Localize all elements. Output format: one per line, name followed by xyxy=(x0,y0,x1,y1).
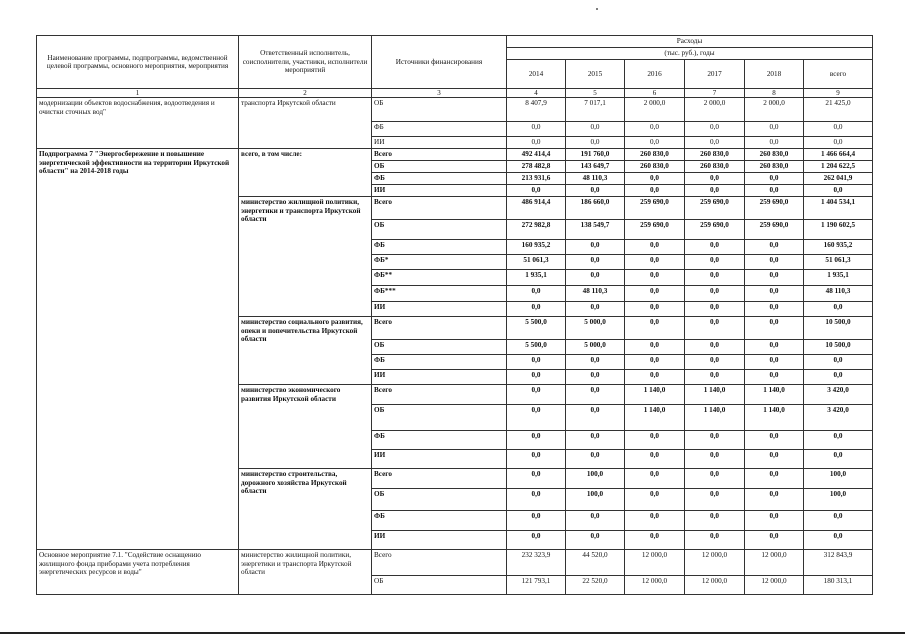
source-cell: ИИ xyxy=(372,137,507,149)
scan-speck xyxy=(596,8,598,10)
year-value-cell: 0,0 xyxy=(507,531,566,550)
source-cell: ИИ xyxy=(372,302,507,317)
year-value-cell: 100,0 xyxy=(566,469,625,489)
year-value-cell: 0,0 xyxy=(507,185,566,197)
year-value-cell: 0,0 xyxy=(507,302,566,317)
column-index-row xyxy=(37,89,873,98)
year-value-cell: 186 660,0 xyxy=(566,197,625,220)
year-value-cell: 0,0 xyxy=(507,450,566,469)
year-value-cell: 0,0 xyxy=(507,122,566,137)
year-value-cell: 0,0 xyxy=(685,531,745,550)
year-value-cell: 1 140,0 xyxy=(625,405,685,431)
total-value-cell: 21 425,0 xyxy=(804,98,873,122)
year-value-cell: 259 690,0 xyxy=(745,220,804,240)
column-index: 6 xyxy=(625,89,685,98)
total-value-cell: 100,0 xyxy=(804,489,873,511)
total-value-cell: 0,0 xyxy=(804,370,873,385)
year-value-cell: 0,0 xyxy=(625,270,685,286)
source-cell: ОБ xyxy=(372,220,507,240)
year-value-cell: 0,0 xyxy=(625,302,685,317)
year-value-cell: 260 830,0 xyxy=(745,161,804,173)
year-value-cell: 0,0 xyxy=(625,122,685,137)
year-value-cell: 0,0 xyxy=(685,270,745,286)
table-body xyxy=(37,98,873,595)
total-value-cell: 10 500,0 xyxy=(804,340,873,355)
source-cell: Всего xyxy=(372,469,507,489)
source-cell: ФБ*** xyxy=(372,286,507,302)
year-value-cell: 272 982,8 xyxy=(507,220,566,240)
year-value-cell: 12 000,0 xyxy=(745,576,804,595)
year-value-cell: 259 690,0 xyxy=(685,197,745,220)
year-value-cell: 12 000,0 xyxy=(625,550,685,576)
total-value-cell: 3 420,0 xyxy=(804,405,873,431)
year-value-cell: 0,0 xyxy=(507,469,566,489)
source-cell: Всего xyxy=(372,197,507,220)
year-value-cell: 260 830,0 xyxy=(685,149,745,161)
year-value-cell: 100,0 xyxy=(566,489,625,511)
source-cell: ИИ xyxy=(372,531,507,550)
year-value-cell: 278 482,8 xyxy=(507,161,566,173)
executor-cell: министерство социального развития, опеки и попечительства Иркутской области xyxy=(239,317,372,385)
year-value-cell: 1 140,0 xyxy=(745,405,804,431)
executor-cell: министерство строительства, дорожного хозяйства Иркутской области xyxy=(239,469,372,550)
source-cell: ФБ xyxy=(372,173,507,185)
year-value-cell: 0,0 xyxy=(745,137,804,149)
year-value-cell: 0,0 xyxy=(685,173,745,185)
header-year-total: всего xyxy=(804,60,873,89)
source-cell: Всего xyxy=(372,149,507,161)
year-value-cell: 0,0 xyxy=(745,450,804,469)
executor-cell: министерство жилищной политики, энергетики и транспорта Иркутской области xyxy=(239,550,372,595)
year-value-cell: 12 000,0 xyxy=(685,576,745,595)
year-value-cell: 0,0 xyxy=(625,355,685,370)
year-value-cell: 5 500,0 xyxy=(507,317,566,340)
year-value-cell: 44 520,0 xyxy=(566,550,625,576)
year-value-cell: 0,0 xyxy=(685,431,745,450)
year-value-cell: 0,0 xyxy=(745,240,804,255)
year-value-cell: 1 140,0 xyxy=(745,385,804,405)
year-value-cell: 0,0 xyxy=(566,270,625,286)
year-value-cell: 0,0 xyxy=(625,511,685,531)
year-value-cell: 0,0 xyxy=(566,531,625,550)
year-value-cell: 2 000,0 xyxy=(685,98,745,122)
year-value-cell: 260 830,0 xyxy=(625,149,685,161)
source-cell: ОБ xyxy=(372,98,507,122)
source-cell: ФБ xyxy=(372,122,507,137)
executor-cell: министерство жилищной политики, энергетики и транспорта Иркутской области xyxy=(239,197,372,317)
header-year: 2014 xyxy=(507,60,566,89)
year-value-cell: 0,0 xyxy=(745,302,804,317)
header-units: (тыс. руб.), годы xyxy=(507,48,873,60)
year-value-cell: 0,0 xyxy=(745,270,804,286)
column-index: 1 xyxy=(37,89,239,98)
financing-table xyxy=(36,35,873,595)
total-value-cell: 1 466 664,4 xyxy=(804,149,873,161)
year-value-cell: 22 520,0 xyxy=(566,576,625,595)
year-value-cell: 2 000,0 xyxy=(625,98,685,122)
year-value-cell: 0,0 xyxy=(745,122,804,137)
total-value-cell: 0,0 xyxy=(804,355,873,370)
header-year: 2015 xyxy=(566,60,625,89)
year-value-cell: 138 549,7 xyxy=(566,220,625,240)
source-cell: ФБ xyxy=(372,511,507,531)
year-value-cell: 0,0 xyxy=(745,511,804,531)
total-value-cell: 0,0 xyxy=(804,122,873,137)
year-value-cell: 0,0 xyxy=(745,531,804,550)
total-value-cell: 48 110,3 xyxy=(804,286,873,302)
source-cell: ФБ xyxy=(372,431,507,450)
year-value-cell: 0,0 xyxy=(625,185,685,197)
total-value-cell: 1 190 602,5 xyxy=(804,220,873,240)
year-value-cell: 5 000,0 xyxy=(566,340,625,355)
source-cell: ФБ xyxy=(372,240,507,255)
year-value-cell: 260 830,0 xyxy=(625,161,685,173)
year-value-cell: 213 931,6 xyxy=(507,173,566,185)
year-value-cell: 7 017,1 xyxy=(566,98,625,122)
year-value-cell: 0,0 xyxy=(685,185,745,197)
year-value-cell: 0,0 xyxy=(566,405,625,431)
year-value-cell: 0,0 xyxy=(625,489,685,511)
year-value-cell: 0,0 xyxy=(507,511,566,531)
year-value-cell: 0,0 xyxy=(566,302,625,317)
year-value-cell: 1 140,0 xyxy=(685,405,745,431)
year-value-cell: 0,0 xyxy=(566,385,625,405)
column-index: 3 xyxy=(372,89,507,98)
year-value-cell: 0,0 xyxy=(625,370,685,385)
year-value-cell: 0,0 xyxy=(625,431,685,450)
source-cell: ОБ xyxy=(372,576,507,595)
year-value-cell: 260 830,0 xyxy=(685,161,745,173)
total-value-cell: 0,0 xyxy=(804,431,873,450)
total-value-cell: 180 313,1 xyxy=(804,576,873,595)
year-value-cell: 48 110,3 xyxy=(566,286,625,302)
year-value-cell: 0,0 xyxy=(685,511,745,531)
year-value-cell: 0,0 xyxy=(685,302,745,317)
table-row xyxy=(37,550,873,576)
year-value-cell: 2 000,0 xyxy=(745,98,804,122)
year-value-cell: 191 760,0 xyxy=(566,149,625,161)
year-value-cell: 259 690,0 xyxy=(685,220,745,240)
header-source: Источники финансирования xyxy=(372,36,507,89)
total-value-cell: 0,0 xyxy=(804,302,873,317)
source-cell: ИИ xyxy=(372,370,507,385)
table-header xyxy=(37,36,873,98)
executor-cell: всего, в том числе: xyxy=(239,149,372,197)
year-value-cell: 260 830,0 xyxy=(745,149,804,161)
year-value-cell: 0,0 xyxy=(625,255,685,270)
source-cell: Всего xyxy=(372,385,507,405)
year-value-cell: 0,0 xyxy=(507,385,566,405)
program-name-cell: модернизации объектов водоснабжения, водоотведения и очистки сточных вод" xyxy=(37,98,239,149)
executor-cell: транспорта Иркутской области xyxy=(239,98,372,149)
year-value-cell: 0,0 xyxy=(625,340,685,355)
year-value-cell: 0,0 xyxy=(566,511,625,531)
year-value-cell: 0,0 xyxy=(685,255,745,270)
year-value-cell: 0,0 xyxy=(745,431,804,450)
year-value-cell: 0,0 xyxy=(507,370,566,385)
year-value-cell: 12 000,0 xyxy=(625,576,685,595)
year-value-cell: 0,0 xyxy=(745,489,804,511)
year-value-cell: 0,0 xyxy=(625,286,685,302)
header-executor: Ответственный исполнитель, соисполнители, участники, исполнители мероприятий xyxy=(239,36,372,89)
column-index: 9 xyxy=(804,89,873,98)
source-cell: ОБ xyxy=(372,405,507,431)
year-value-cell: 0,0 xyxy=(745,317,804,340)
source-cell: ФБ** xyxy=(372,270,507,286)
total-value-cell: 262 041,9 xyxy=(804,173,873,185)
year-value-cell: 8 407,9 xyxy=(507,98,566,122)
year-value-cell: 486 914,4 xyxy=(507,197,566,220)
total-value-cell: 1 935,1 xyxy=(804,270,873,286)
year-value-cell: 0,0 xyxy=(685,317,745,340)
total-value-cell: 1 404 534,1 xyxy=(804,197,873,220)
year-value-cell: 1 935,1 xyxy=(507,270,566,286)
header-year: 2016 xyxy=(625,60,685,89)
year-value-cell: 0,0 xyxy=(566,450,625,469)
program-name-cell: Подпрограмма 7 "Энергосбережение и повышение энергетической эффективности на территории Иркутской области" на 2014-2018 годы xyxy=(37,149,239,550)
source-cell: Всего xyxy=(372,317,507,340)
header-year: 2017 xyxy=(685,60,745,89)
year-value-cell: 0,0 xyxy=(625,531,685,550)
year-value-cell: 160 935,2 xyxy=(507,240,566,255)
year-value-cell: 0,0 xyxy=(566,185,625,197)
year-value-cell: 0,0 xyxy=(507,405,566,431)
year-value-cell: 5 500,0 xyxy=(507,340,566,355)
year-value-cell: 0,0 xyxy=(625,450,685,469)
year-value-cell: 0,0 xyxy=(685,370,745,385)
program-name-cell: Основное мероприятие 7.1. "Содействие оснащению жилищного фонда приборами учета потребления энергетических ресурсов и воды" xyxy=(37,550,239,595)
year-value-cell: 0,0 xyxy=(745,469,804,489)
year-value-cell: 0,0 xyxy=(745,340,804,355)
year-value-cell: 12 000,0 xyxy=(685,550,745,576)
page-bottom-edge xyxy=(0,632,905,634)
year-value-cell: 1 140,0 xyxy=(625,385,685,405)
year-value-cell: 0,0 xyxy=(625,173,685,185)
year-value-cell: 0,0 xyxy=(685,340,745,355)
total-value-cell: 3 420,0 xyxy=(804,385,873,405)
header-expenses: Расходы xyxy=(507,36,873,48)
year-value-cell: 0,0 xyxy=(745,185,804,197)
total-value-cell: 0,0 xyxy=(804,137,873,149)
year-value-cell: 0,0 xyxy=(566,255,625,270)
year-value-cell: 0,0 xyxy=(507,431,566,450)
year-value-cell: 0,0 xyxy=(685,489,745,511)
total-value-cell: 0,0 xyxy=(804,450,873,469)
year-value-cell: 0,0 xyxy=(507,355,566,370)
year-value-cell: 0,0 xyxy=(566,355,625,370)
year-value-cell: 0,0 xyxy=(566,122,625,137)
year-value-cell: 0,0 xyxy=(745,286,804,302)
year-value-cell: 0,0 xyxy=(745,255,804,270)
year-value-cell: 0,0 xyxy=(685,286,745,302)
executor-cell: министерство экономического развития Иркутской области xyxy=(239,385,372,469)
year-value-cell: 259 690,0 xyxy=(745,197,804,220)
source-cell: Всего xyxy=(372,550,507,576)
total-value-cell: 0,0 xyxy=(804,531,873,550)
column-index: 8 xyxy=(745,89,804,98)
year-value-cell: 0,0 xyxy=(685,469,745,489)
year-value-cell: 492 414,4 xyxy=(507,149,566,161)
table-row xyxy=(37,149,873,161)
source-cell: ОБ xyxy=(372,161,507,173)
year-value-cell: 0,0 xyxy=(685,137,745,149)
source-cell: ОБ xyxy=(372,489,507,511)
total-value-cell: 100,0 xyxy=(804,469,873,489)
year-value-cell: 1 140,0 xyxy=(685,385,745,405)
year-value-cell: 0,0 xyxy=(625,469,685,489)
year-value-cell: 0,0 xyxy=(685,355,745,370)
year-value-cell: 0,0 xyxy=(685,450,745,469)
total-value-cell: 0,0 xyxy=(804,511,873,531)
total-value-cell: 312 843,9 xyxy=(804,550,873,576)
total-value-cell: 10 500,0 xyxy=(804,317,873,340)
header-year: 2018 xyxy=(745,60,804,89)
source-cell: ОБ xyxy=(372,340,507,355)
total-value-cell: 0,0 xyxy=(804,185,873,197)
year-value-cell: 0,0 xyxy=(566,137,625,149)
year-value-cell: 0,0 xyxy=(566,370,625,385)
year-value-cell: 51 061,3 xyxy=(507,255,566,270)
year-value-cell: 0,0 xyxy=(507,137,566,149)
year-value-cell: 0,0 xyxy=(507,286,566,302)
year-value-cell: 0,0 xyxy=(507,489,566,511)
year-value-cell: 12 000,0 xyxy=(745,550,804,576)
year-value-cell: 48 110,3 xyxy=(566,173,625,185)
year-value-cell: 0,0 xyxy=(685,122,745,137)
year-value-cell: 232 323,9 xyxy=(507,550,566,576)
year-value-cell: 259 690,0 xyxy=(625,197,685,220)
source-cell: ФБ* xyxy=(372,255,507,270)
source-cell: ИИ xyxy=(372,185,507,197)
document-sheet xyxy=(36,35,872,595)
year-value-cell: 0,0 xyxy=(745,355,804,370)
year-value-cell: 0,0 xyxy=(745,370,804,385)
year-value-cell: 0,0 xyxy=(566,431,625,450)
column-index: 2 xyxy=(239,89,372,98)
year-value-cell: 0,0 xyxy=(685,240,745,255)
column-index: 7 xyxy=(685,89,745,98)
column-index: 5 xyxy=(566,89,625,98)
header-program: Наименование программы, подпрограммы, ведомственной целевой программы, основного мероприятия, мероприятия xyxy=(37,36,239,89)
year-value-cell: 5 000,0 xyxy=(566,317,625,340)
year-value-cell: 0,0 xyxy=(745,173,804,185)
source-cell: ИИ xyxy=(372,450,507,469)
year-value-cell: 0,0 xyxy=(625,240,685,255)
year-value-cell: 0,0 xyxy=(566,240,625,255)
year-value-cell: 0,0 xyxy=(625,317,685,340)
source-cell: ФБ xyxy=(372,355,507,370)
column-index: 4 xyxy=(507,89,566,98)
year-value-cell: 0,0 xyxy=(625,137,685,149)
total-value-cell: 160 935,2 xyxy=(804,240,873,255)
table-row xyxy=(37,98,873,122)
year-value-cell: 259 690,0 xyxy=(625,220,685,240)
total-value-cell: 1 204 622,5 xyxy=(804,161,873,173)
total-value-cell: 51 061,3 xyxy=(804,255,873,270)
year-value-cell: 121 793,1 xyxy=(507,576,566,595)
year-value-cell: 143 649,7 xyxy=(566,161,625,173)
